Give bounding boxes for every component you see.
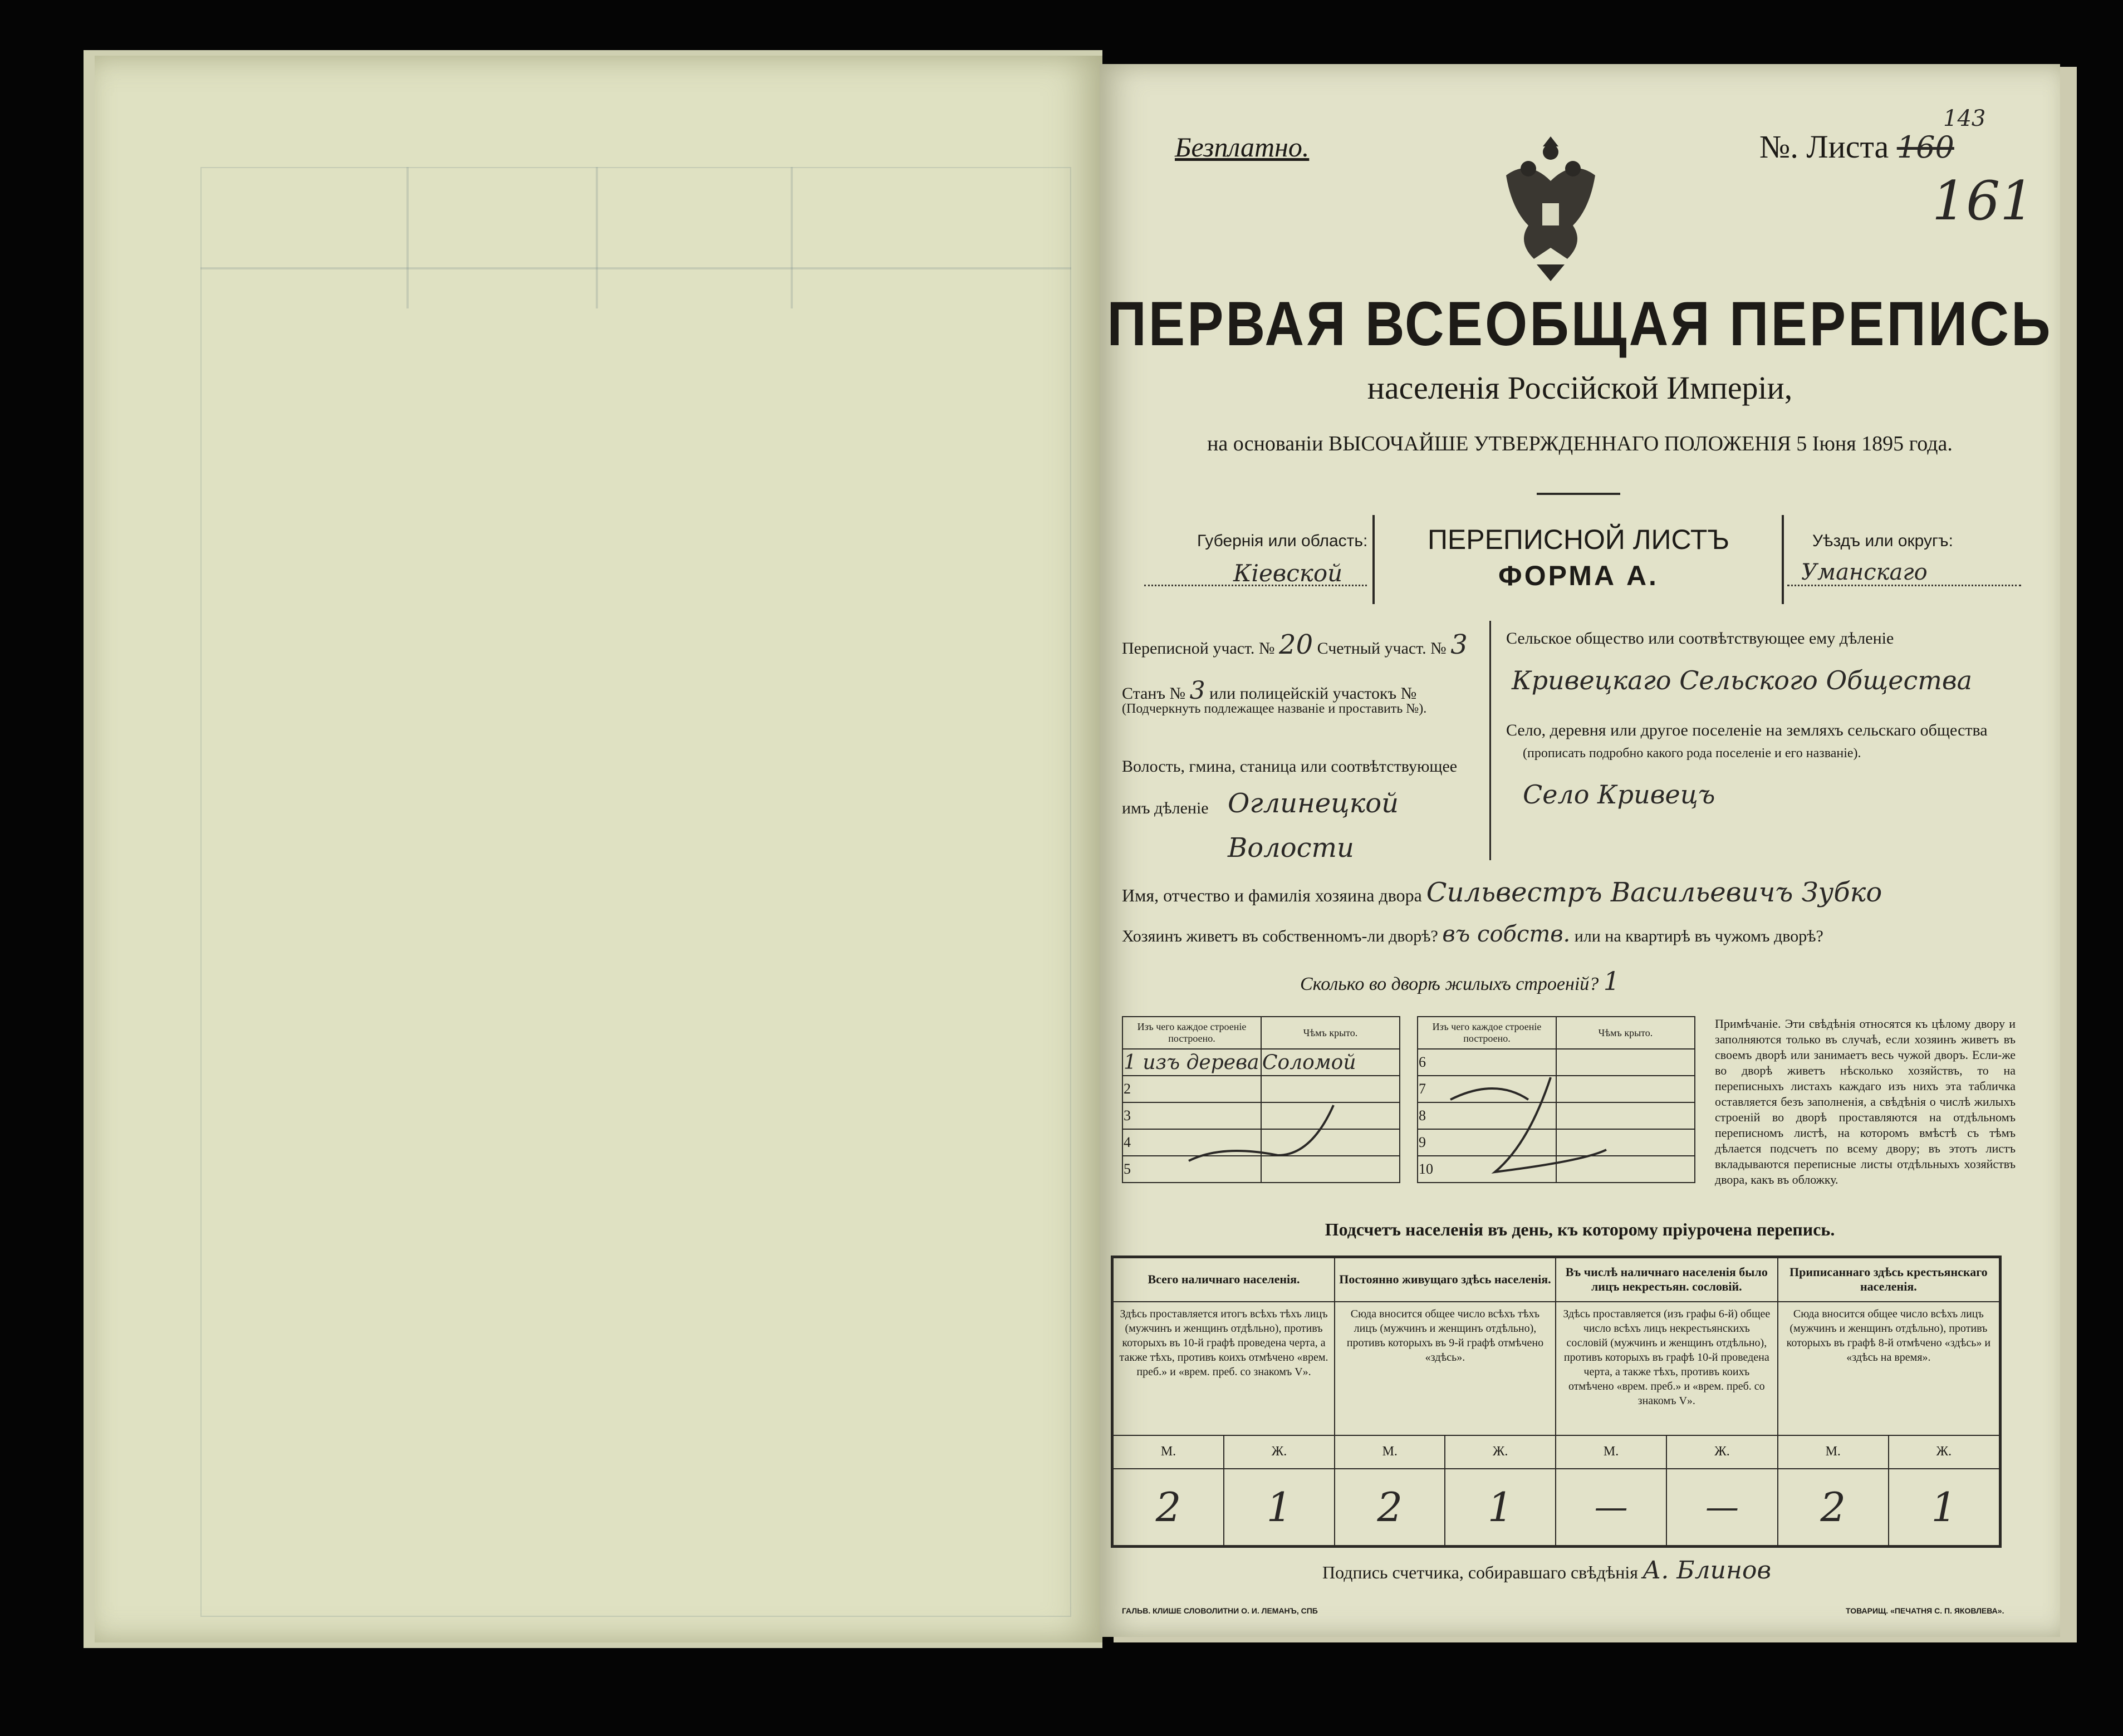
table-row: 3 bbox=[1122, 1102, 1400, 1129]
table-row: 9 bbox=[1418, 1129, 1695, 1156]
society-value: Кривецкаго Сельского Общества bbox=[1512, 665, 1973, 695]
ornament-rule bbox=[1537, 493, 1620, 495]
block-divider bbox=[1489, 621, 1491, 860]
population-table: Всего наличнаго населенія. Постоянно живущаго здѣсь населенія. Въ числѣ наличнаго населенія было лицъ некрестьян. сословій. Приписаннаго здѣсь крестьянскаго населенія. Здѣсь проставляется итогъ всѣхъ тѣхъ лицъ (мужчинъ и женщинъ отдѣльно), противъ которыхъ въ 10-й графѣ проведена черта, а также тѣхъ, противъ коихъ отмѣчено «врем. преб.» и «врем. преб. со знакомъ V». Сюда вносится общее число всѣхъ тѣхъ лицъ (мужчинъ и женщинъ отдѣльно), противъ которыхъ въ 9-й графѣ отмѣчено «здѣсь». Здѣсь проставляется (изъ графы 6-й) общее число всѣхъ лицъ некрестьянскихъ сословій (мужчинъ и женщинъ отдѣльно), противъ которыхъ въ графѣ 10-й проведена черта, а также тѣхъ, противъ коихъ отмѣчено «врем. преб.» и «врем. преб. со знакомъ V». Сюда вносится общее число всѣхъ лицъ (мужчинъ и женщинъ отдѣльно), противъ которыхъ въ графѣ 8-й отмѣчено «здѣсь» и «здѣсь на время». М. Ж. М. Ж. М. Ж. М. Ж. 2 1 2 1 — — 2 1 bbox=[1111, 1256, 2002, 1548]
census-plot-field: Переписной участ. № 20 Счетный участ. № 3 bbox=[1122, 629, 1468, 660]
non-peasant-male: — bbox=[1556, 1469, 1666, 1547]
enumerator-signature: А. Блинов bbox=[1642, 1556, 1772, 1585]
total-female: 1 bbox=[1224, 1469, 1335, 1547]
form-header-divider bbox=[1372, 515, 1375, 604]
registered-male: 2 bbox=[1778, 1469, 1889, 1547]
cancel-stroke-2 bbox=[1417, 1066, 1695, 1189]
society-label: Сельское общество или соотвѣтствующее ему дѣленіе bbox=[1506, 629, 1894, 648]
table-row: 8 bbox=[1418, 1102, 1695, 1129]
table-row: 1 изъ дерева Соломой bbox=[1122, 1049, 1400, 1076]
buildings-table-1-5: Изъ чего каждое строеніе построено. Чѣмъ крыто. 1 изъ дерева Соломой 2 3 4 5 bbox=[1122, 1016, 1400, 1183]
census-form-page bbox=[1100, 64, 2060, 1637]
owner-name-field: Имя, отчество и фамилія хозяина двора Сильвестръ Васильевичъ Зубко bbox=[1122, 877, 1882, 908]
province-dotted-line bbox=[1144, 585, 1367, 586]
district-dotted-line bbox=[1787, 585, 2021, 586]
form-title: ПЕРЕПИСНОЙ ЛИСТЪ bbox=[1427, 524, 1730, 555]
volost-label: Волость, гмина, станица или соотвѣтствующее bbox=[1122, 757, 1458, 776]
resident-male: 2 bbox=[1335, 1469, 1445, 1547]
bleed-through-rule bbox=[406, 167, 409, 308]
free-label: Безплатно. bbox=[1175, 131, 1310, 163]
stan-field: Станъ № 3 или полицейскій участокъ № bbox=[1122, 676, 1417, 705]
village-value: Село Кривецъ bbox=[1523, 779, 1715, 810]
bleed-through-rule bbox=[596, 167, 598, 308]
underline-note: (Подчеркнуть подлежащее названіе и проставить №). bbox=[1122, 702, 1427, 716]
district-label: Уѣздъ или округъ: bbox=[1812, 532, 1954, 550]
cancel-stroke-1 bbox=[1122, 1094, 1400, 1183]
province-value: Кіевской bbox=[1233, 560, 1343, 587]
printer-left: ГАЛЬВ. КЛИШЕ СЛОВОЛИТНИ О. И. ЛЕМАНЪ, СПБ bbox=[1122, 1606, 1318, 1615]
enumerator-signature-field: Подпись счетчика, собиравшаго свѣдѣнія А. Блинов bbox=[1322, 1556, 1772, 1585]
owner-lives-field: Хозяинъ живетъ въ собственномъ-ли дворѣ? въ собств. или на квартирѣ въ чужомъ дворѣ? bbox=[1122, 921, 1823, 947]
form-subtitle: ФОРМА А. bbox=[1498, 560, 1659, 591]
table-row: 5 bbox=[1122, 1156, 1400, 1183]
note-text: Примѣчаніе. Эти свѣдѣнія относятся къ цѣлому двору и заполняются только въ случаѣ, если хозяинъ живетъ въ своемъ дворѣ или занимаетъ весь чужой дворъ. Если-же во дворѣ живетъ нѣсколько хозяйствъ, то на переписныхъ листахъ каждаго изъ нихъ эта табличка оставляется безъ заполненія, а свѣдѣнія о числѣ жилыхъ строеній во дворѣ проставляются на отдѣльномъ переписномъ листѣ, на которомъ вмѣстѣ съ тѣмъ дѣлается подсчетъ по всему двору; въ этотъ листъ вкладываются переписные листы отдѣльныхъ хозяйствъ двора, какъ въ обложку. bbox=[1715, 1017, 2016, 1186]
census-basis: на основаніи ВЫСОЧАЙШЕ УТВЕРЖДЕННАГО ПОЛОЖЕНІЯ 5 Іюня 1895 года. bbox=[1207, 432, 1953, 455]
sheet-number-value: 143 bbox=[1943, 106, 1986, 131]
buildings-count-field: Сколько во дворѣ жилыхъ строеній? 1 bbox=[1300, 966, 1620, 996]
census-subtitle: населенія Россійской Имперіи, bbox=[1367, 370, 1793, 406]
table-row: 7 bbox=[1418, 1076, 1695, 1102]
volost-value-2: Волости bbox=[1228, 832, 1354, 864]
volost-label-2: имъ дѣленіе bbox=[1122, 799, 1209, 817]
form-header-divider bbox=[1782, 515, 1784, 604]
double-eagle-emblem bbox=[1489, 125, 1612, 292]
bleed-through-rule bbox=[200, 267, 1071, 269]
left-page-blank bbox=[95, 56, 1102, 1642]
sheet-number-struck: 160 bbox=[1896, 130, 1954, 165]
bleed-through-grid bbox=[200, 167, 1071, 1617]
bleed-through-rule bbox=[791, 167, 793, 308]
buildings-table-6-10: Изъ чего каждое строеніе построено. Чѣмъ крыто. 6 7 8 9 10 bbox=[1417, 1016, 1695, 1183]
table-row: 2 bbox=[1122, 1076, 1400, 1102]
census-title: ПЕРВАЯ ВСЕОБЩАЯ ПЕРЕПИСЬ bbox=[1107, 288, 2053, 359]
province-label: Губернія или область: bbox=[1197, 532, 1368, 550]
owner-name-value: Сильвестръ Васильевичъ Зубко bbox=[1426, 877, 1882, 908]
district-value: Уманскаго bbox=[1801, 560, 1928, 585]
village-note: (прописать подробно какого рода поселеніе и его названіе). bbox=[1523, 746, 1861, 761]
population-title: Подсчетъ населенія въ день, къ которому пріурочена перепись. bbox=[1325, 1219, 1835, 1239]
volost-value: Оглинецкой bbox=[1228, 788, 1399, 819]
total-male: 2 bbox=[1112, 1469, 1224, 1547]
table-row: 10 bbox=[1418, 1156, 1695, 1183]
non-peasant-female: — bbox=[1666, 1469, 1777, 1547]
archive-number: 161 bbox=[1932, 170, 2034, 232]
table-row: 6 bbox=[1418, 1049, 1695, 1076]
village-label: Село, деревня или другое поселеніе на земляхъ сельскаго общества bbox=[1506, 721, 1988, 739]
resident-female: 1 bbox=[1445, 1469, 1555, 1547]
sheet-number-label: №. Листа 160 143 bbox=[1759, 106, 1986, 165]
registered-female: 1 bbox=[1889, 1469, 2001, 1547]
printer-right: ТОВАРИЩ. «ПЕЧАТНЯ С. П. ЯКОВЛЕВА». bbox=[1846, 1606, 2004, 1615]
table-row: 4 bbox=[1122, 1129, 1400, 1156]
